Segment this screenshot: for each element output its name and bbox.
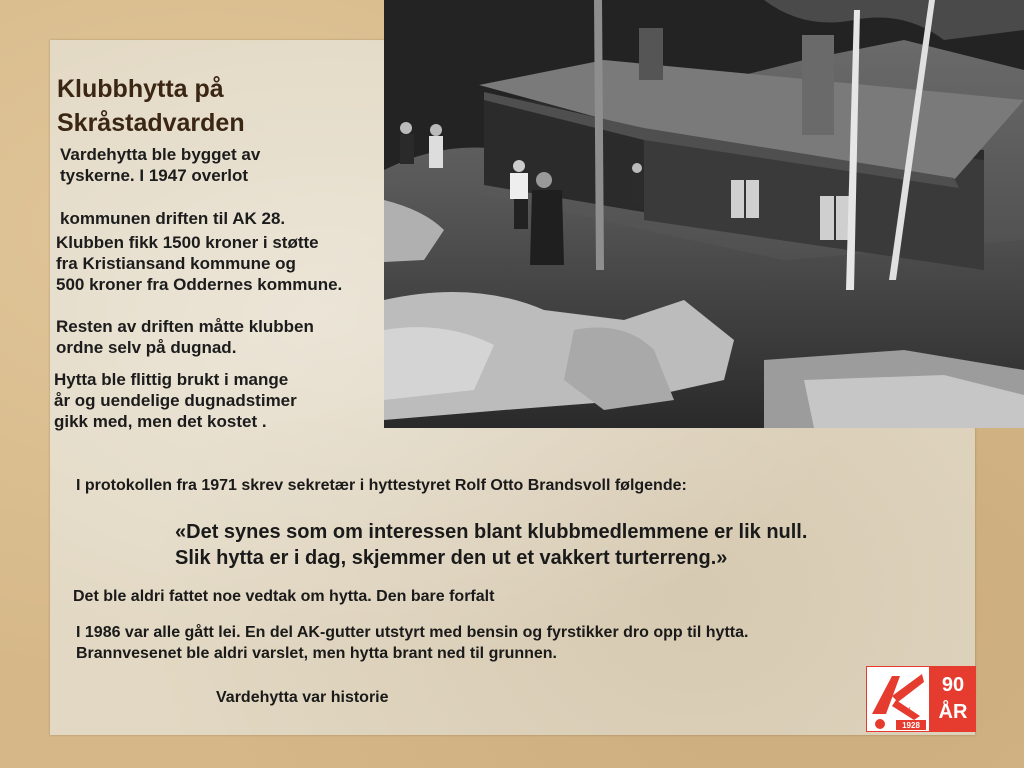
slide-title: Klubbhytta på Skråstadvarden [57,75,245,137]
text-line: Resten av driften måtte klubben [56,317,314,336]
text-line: Klubben fikk 1500 kroner i støtte [56,233,319,252]
text-line: 500 kroner fra Oddernes kommune. [56,275,343,294]
fire-line: I 1986 var alle gått lei. En del AK-gutter utstyrt med bensin og fyrstikker dro opp til hytta. [76,624,749,641]
text-line: kommunen driften til AK 28. [60,209,286,228]
club-logo [866,666,930,732]
cabin-photo [384,0,1024,428]
closing-text: Vardehytta var historie [216,689,389,706]
logo-year: 1928 [902,721,920,730]
text-line: år og uendelige dugnadstimer [54,391,297,410]
badge-label: ÅR [938,701,968,723]
protocol-intro: I protokollen fra 1971 skrev sekretær i hyttestyret Rolf Otto Brandsvoll følgende: [76,477,687,494]
quote-line: «Det synes som om interessen blant klubbmedlemmene er lik null. [175,521,808,543]
quote [175,519,807,571]
text-line: fra Kristiansand kommune og [56,254,296,273]
fire-text [76,622,748,664]
text-line: gikk med, men det kostet . [54,412,267,431]
logo-sub: AV [901,707,911,714]
quote-line: Slik hytta er i dag, skjemmer den ut et vakkert turterreng.» [175,547,728,569]
anniversary-badge [930,666,976,732]
fire-line: Brannvesenet ble aldri varslet, men hytta brant ned til grunnen. [76,645,557,662]
badge-number: 90 [941,674,965,696]
no-decision-text: Det ble aldri fattet noe vedtak om hytta. Den bare forfalt [73,588,495,605]
text-line: ordne selv på dugnad. [56,338,237,357]
text-line: Vardehytta ble bygget av [60,145,261,164]
text-line: tyskerne. I 1947 overlot [60,166,249,185]
text-line: Hytta ble flittig brukt i mange [54,370,289,389]
